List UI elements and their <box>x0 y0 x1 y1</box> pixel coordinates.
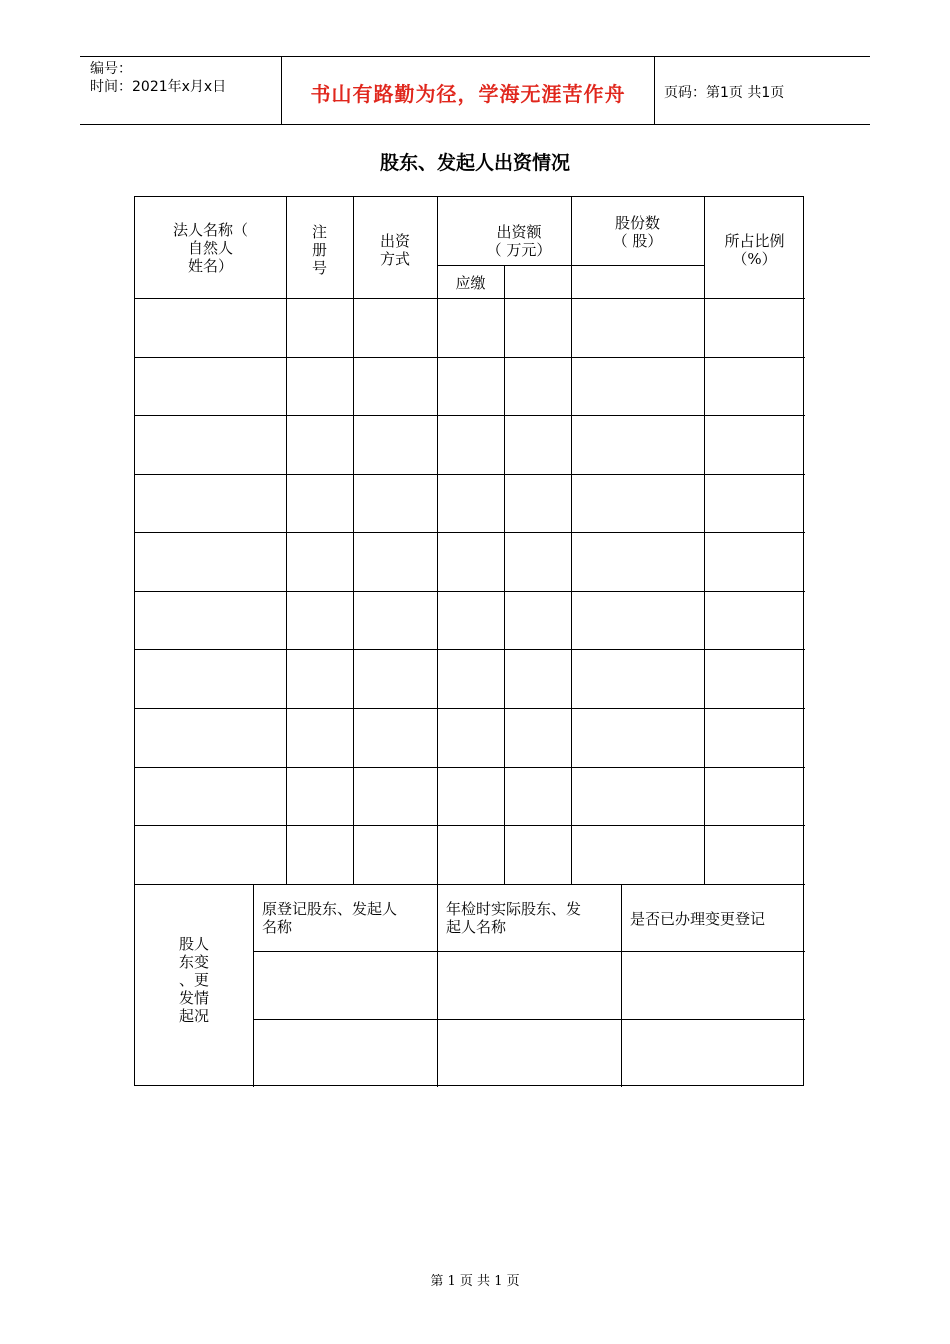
header-contribution-amount: 出资额 （ 万元） <box>486 223 552 259</box>
table-row[interactable] <box>135 649 805 708</box>
header-amount-due: 应缴 <box>455 274 486 292</box>
change-row[interactable] <box>253 1019 805 1087</box>
page-footer: 第 1 页 共 1 页 <box>430 1274 520 1289</box>
table-row[interactable] <box>135 357 805 415</box>
shareholder-table <box>134 196 804 1086</box>
table-row[interactable] <box>135 298 805 357</box>
header-registration-number: 注 册 号 <box>311 223 327 277</box>
header-motto: 书山有路勤为径，学海无涯苦作舟 <box>310 82 626 106</box>
row-rule <box>135 884 805 885</box>
table-row[interactable] <box>135 825 805 884</box>
table-row[interactable] <box>135 415 805 474</box>
table-row[interactable] <box>135 767 805 825</box>
table-row[interactable] <box>135 708 805 767</box>
change-header-registered: 是否已办理变更登记 <box>630 910 766 928</box>
header-legal-name: 法人名称（ 自然人 姓名） <box>172 221 248 275</box>
table-row[interactable] <box>135 532 805 591</box>
header-page-indicator: 页码：第1页 共1页 <box>664 85 785 101</box>
change-header-actual: 年检时实际股东、发 起人名称 <box>446 900 582 936</box>
page-title: 股东、发起人出资情况 <box>379 152 570 174</box>
header-share-count: 股份数 （ 股） <box>612 214 663 250</box>
document-time-label: 时间：2021年x月x日 <box>90 79 227 95</box>
change-row[interactable] <box>253 951 805 1019</box>
change-section-label: 股人 东变 、更 发情 起况 <box>178 935 209 1025</box>
table-row[interactable] <box>135 591 805 649</box>
subheader-rule <box>437 265 704 266</box>
header-contribution-method: 出资 方式 <box>379 232 410 268</box>
header-share-ratio: 所占比例 （%） <box>724 232 785 268</box>
header-divider <box>654 56 655 124</box>
table-row[interactable] <box>135 474 805 532</box>
header-meta <box>90 60 226 96</box>
header-bottom-rule <box>80 124 870 125</box>
header-top-rule <box>80 56 870 57</box>
change-header-original: 原登记股东、发起人 名称 <box>262 900 398 936</box>
document-number-label: 编号： <box>90 61 132 77</box>
